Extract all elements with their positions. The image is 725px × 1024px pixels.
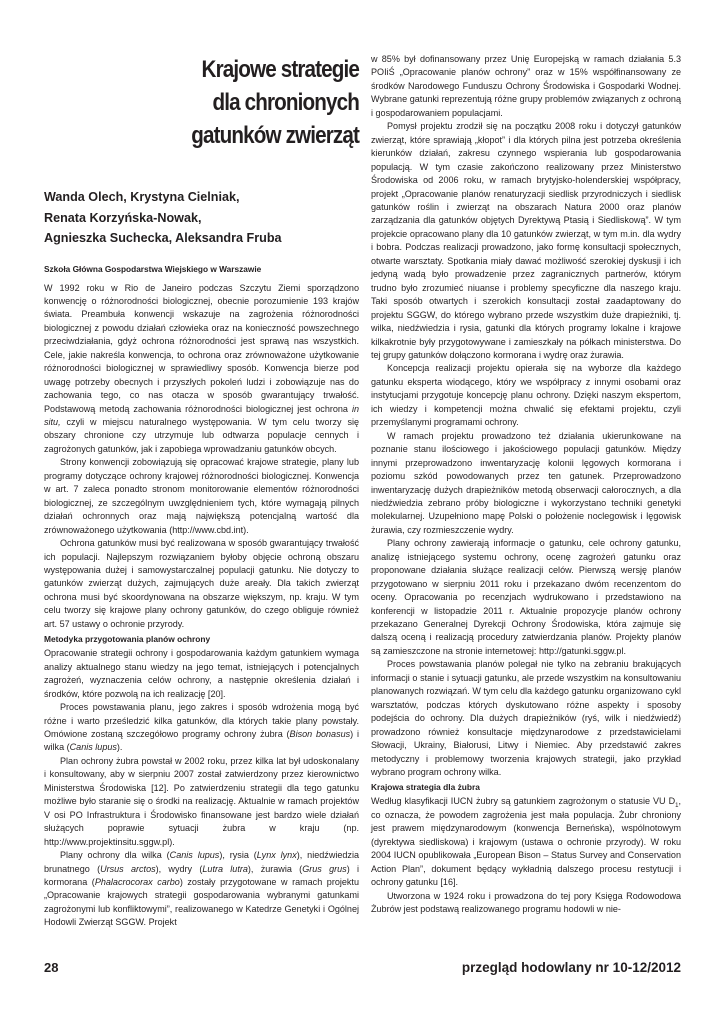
author-line: Agnieszka Suchecka, Aleksandra Fruba [44,231,282,245]
paragraph: W 1992 roku w Rio de Janeiro podczas Szczytu Ziemi sporządzono konwencję o różnorodności biologicznej, obecnie porozumienie 193 krajów świata. Preambuła konwencji wskazuje na zagrożenia różnorodności biologicznej z powodu działań człowieka oraz na konieczność powszechnego przeciwdziałania, gdyż ochrona różnorodności jest sprawą nas wszystkich. Cele, jakie nakreśla konwencja, to ochrona oraz zrównoważone użytkowanie różnorodności biologicznej w sprawiedliwy sposób. Konwencja bierze pod uwagę potrzeby obecnych i przyszłych pokoleń ludzi i zobowiązuje nas do zachowania tego, co nas otacza w sposób gwarantujący trwałość. Podstawową metodą zachowania różnorodności biologicznej jest ochrona in situ, czyli w miejscu naturalnego występowania. W tym celu tworzy się obszary chronione czy utrzymuje lub odtwarza populacje cennych i zagrożonych gatunków, jak i zapobiega wprowadzaniu gatunków obcych. [44,282,360,454]
paragraph: Utworzona w 1924 roku i prowadzona do tej pory Księga Rodowodowa Żubrów jest podstawą realizowanego programu hodowli w nie- [371,890,681,915]
paragraph: Plany ochrony dla wilka (Canis lupus), rysia (Lynx lynx), niedźwiedzia brunatnego (Ursus arctos), wydry (Lutra lutra), żurawia (Grus grus) i kormorana (Phalacrocorax carbo) zostały przygotowane w ramach projektu „Opracowanie krajowych strategii gospodarowania wybranymi gatunkami zagrożonymi lub konfliktowymi”, realizowanego w Katedrze Genetyki i Ogólnej Hodowli Zwierząt SGGW. Projekt [44,850,359,928]
paragraph: Plan ochrony żubra powstał w 2002 roku, przez kilka lat był udoskonalany i konsultowany, aby w sierpniu 2007 został zatwierdzony przez kierownictwo Ministerstwa Środowiska [12]. Po zatwierdzeniu strategii dla tego gatunku możliwe było staranie się o środki na realizację. Aktualnie w ramach projektów V osi PO Infrastruktura i Środowisko finansowane jest bardzo wiele działań służących poprawie sytuacji żubra w kraju (np. http://www.projektinsitu.sggw.pl). [44,755,359,847]
paragraph: Strony konwencji zobowiązują się opracować krajowe strategie, plany lub programy dotyczące ochrony krajowej różnorodności biologicznej. Konwencja w art. 7 zaleca ponadto stronom monitorowanie elementów różnorodności biologicznej, ze szczególnym uwzględnieniem tych, które wymagają pilnych działań ochronnych oraz mają największą potencjalną wartość dla zrównoważonego użytkowania (http://www.cbd.int). [44,457,359,535]
page-number: 28 [44,960,59,975]
title-line: Krajowe strategie [201,56,359,83]
paragraph: Proces powstawania planu, jego zakres i sposób wdrożenia mogą być różne i warto prześledzić kilka gatunków, dla których takie plany powstały. Omówione zostaną szczegółowo programy ochrony żubra (Bison bonasus) i wilka (Canis lupus). [44,702,359,753]
section-heading: Krajowa strategia dla żubra [371,782,480,793]
paragraph: Plany ochrony zawierają informacje o gatunku, cele ochrony gatunku, analizę istniejącego systemu ochrony, ocenę zagrożeń gatunku oraz proponowane działania służące realizacji celów. Pierwszą wersję planów przygotowano w sierpniu 2011 roku i przekazano dwóm recenzentom do oceny. Opracowania po recenzjach wydrukowano i przedstawiono na konferencji w listopadzie 2011 r. Aktualnie propozycje planów ochrony przekazano Generalnej Dyrekcji Ochrony Środowiska, która zajmuje się dalszą oceną i realizacją procedury zatwierdzania planów. Projekty planów są zamieszczone na stronie internetowej: http://gatunki.sggw.pl. [371,538,681,656]
paragraph: Proces powstawania planów polegał nie tylko na zebraniu brakujących informacji o stanie i sytuacji gatunku, ale przede wszystkim na konsultowaniu planowanych rozwiązań. W tym celu dla każdego gatunku organizowano cykl warsztatów, podczas których dyskutowano różne aspekty i sposoby podejścia do ochrony. Dla dużych drapieżników (ryś, wilk i niedźwiedź) prowadzono również konsultacje międzynarodowe z przedstawicielami Słowacji, Ukrainy, Białorusi, Litwy i Niemiec. Aby przedstawić zakres metodyczny i problemowy tworzenia krajowych strategii, jako przykład wybrano program ochrony wilka. [371,659,681,778]
left-column [44,53,359,930]
title-line: gatunków zwierząt [191,122,359,149]
section-heading: Metodyka przygotowania planów ochrony [44,634,211,645]
paragraph: Opracowanie strategii ochrony i gospodarowania każdym gatunkiem wymaga analizy aktualnego stanu wiedzy na jego temat, istniejących i potencjalnych zagrożeń, wyznaczenia celów ochrony, a następnie określenia działań i środków, które pozwolą na ich realizację [20]. [44,648,359,699]
paragraph: w 85% był dofinansowany przez Unię Europejską w ramach działania 5.3 POIiŚ „Opracowanie planów ochrony” oraz w 15% współfinansowany ze środków Narodowego Funduszu Ochrony Środowiska i Gospodarki Wodnej. Wybrane gatunki reprezentują różne grupy problemów związanych z ochroną i gospodarowaniem populacjami. [371,54,681,118]
affiliation: Szkoła Główna Gospodarstwa Wiejskiego w Warszawie [44,263,262,274]
paragraph: W ramach projektu prowadzono też działania ukierunkowane na poznanie stanu ilościowego i jakościowego populacji gatunków. Między innymi przeprowadzono inwentaryzację kolonii lęgowych kormorana i poziomu szkód powodowanych przez ten gatunek. Przeprowadzono inwentaryzację dużych drapieżników metodą obserwacji całorocznych, a dla niedźwiedzia zebrano próby biologiczne i wykorzystano techniki genetyki molekularnej. Uzupełniono mapę Polski o położenie noclegowisk i lęgowisk żurawia, czy rozmieszczenie wydry. [371,430,681,535]
paragraph: Według klasyfikacji IUCN żubry są gatunkiem zagrożonym o statusie VU $D_1$, co oznacza, że powodem zagrożenia jest mała populacja. Żubr chroniony jest prawem międzynarodowym (konwencja Berneńska), wspólnotowym (dyrektywa siedliskowa) i krajowym (ustawa o ochronie przyrody). W roku 2004 IUCN opublikowała „European Bison – Status Survey and Conservation Action Plan”, dokument będący wykładnią dalszego procesu restytucji i ochrony gatunku [16]. [371,796,681,888]
paragraph: Pomysł projektu zrodził się na początku 2008 roku i dotyczył gatunków zwierząt, które sprawiają „kłopot” i dla których pilna jest potrzeba określenia kierunków działań, zakresu czynnego wspierania lub gospodarowania populacją. W tym czasie zakończono realizowany przez Ministerstwo Środowiska od 2006 roku, w ramach brytyjsko-holenderskiej współpracy, projekt „Opracowanie planów renaturyzacji siedlisk przyrodniczych i siedlisk gatunków roślin i zwierząt na obszarach Natura 2000 oraz planów zarządzania dla gatunków objętych Dyrektywą Ptasią i Siedliskową”. W tym projekcie opracowano plany dla 10 gatunków zwierząt, w tym m.in. dla wydry i bobra. Podczas realizacji prowadzono, jako formę konsultacji społecznych, otwarte warsztaty. Spotkania miały dawać możliwość szerokiej dyskusji i ich jedyną wadą było prowadzenie przez zagranicznych partnerów, którym trudno było zrozumieć niuanse i problemy specyficzne dla naszego kraju. Taki sposób otwartych i szerokich konsultacji został zaadaptowany do projektu SGGW, do którego wybrano przede wszystkim duże drapieżniki, tj. wilka, niedźwiedzia i rysia, gatunki dla których programy lokalne i krajowe kilkakrotnie były przygotowywane i zamieszkały na półkach ministerstwa. Do tej grupy gatunków dołączono kormorana i wydrę oraz żurawia. [371,121,681,360]
author-list [44,187,359,249]
author-line: Renata Korzyńska-Nowak, [44,210,202,225]
paragraph: Ochrona gatunków musi być realizowana w sposób gwarantujący trwałość ich populacji. Najlepszym rozwiązaniem byłoby objęcie ochroną obszaru występowania dużej i samowystarczalnej populacji gatunku. Nie dotyczy to gatunków zwierząt dużych, zajmujących duże areały. Dla takich zwierząt ochrona musi być skoordynowana na obszarze większym, np. kraju. W tym celu tworzy się krajowe plany ochrony gatunków, do czego obliguje również art. 57 ustawy o ochronie przyrody. [44,538,359,629]
author-line: Wanda Olech, Krystyna Cielniak, [44,190,240,204]
paragraph: Koncepcja realizacji projektu opierała się na wyborze dla każdego gatunku eksperta wiodącego, który we współpracy z innymi osobami oraz instytucjami przygotuje koncepcję planu ochrony. Dzięki naszym ekspertom, ich wiedzy i kompetencji można chwalić się efektami projektu, czyli przemyślanymi programami ochrony. [371,363,681,428]
journal-footer: przegląd hodowlany nr 10-12/2012 [461,960,681,975]
right-column [371,53,681,917]
article-title [88,53,359,152]
title-line: dla chronionych [212,89,359,116]
